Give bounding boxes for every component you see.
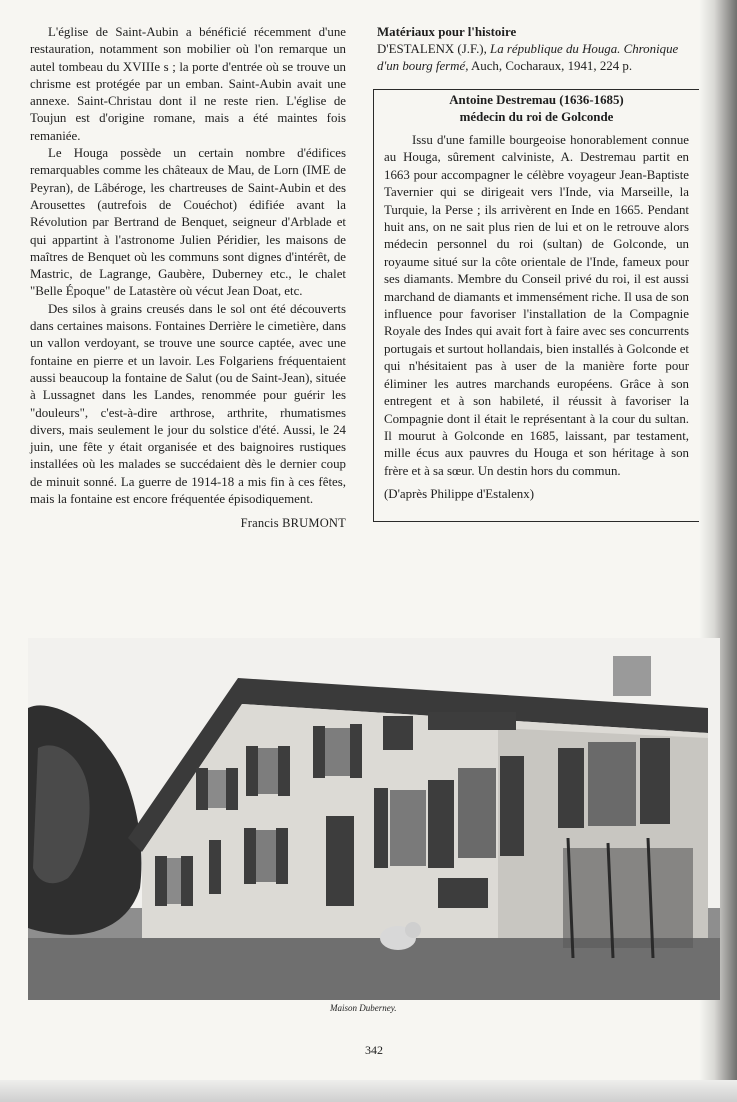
- reference-citation: [377, 41, 703, 75]
- box-title-role: médecin du roi de Golconde: [459, 110, 614, 124]
- box-body: [384, 132, 689, 504]
- page-number: 342: [365, 1043, 383, 1057]
- author-signature: Francis BRUMONT: [240, 516, 346, 531]
- house-photo: [28, 638, 720, 1000]
- box-title-name: Antoine Destremau (1636-1685): [449, 93, 624, 107]
- photo-caption: Maison Duberney.: [330, 1003, 397, 1013]
- reference-section: [377, 24, 703, 75]
- scan-bottom-strip: [0, 1080, 737, 1102]
- reference-heading: Matériaux pour l'histoire: [377, 25, 517, 39]
- paragraph-churches: L'église de Saint-Aubin a bénéficié récemment d'une restauration, notamment son mobilier où l'on remarque un autel tombeau du XVIIIe s ; la porte d'entrée où se trouve un chrisme est protégée par un emban. Saint-Aubin avait une annexe. Saint-Christau dont il ne reste rien. L'église de Toujun est d'origine romane, mais a été maintes fois remaniée.: [30, 25, 346, 143]
- left-column: [30, 24, 346, 533]
- reference-publication: , Auch, Cocharaux, 1941, 224 p.: [465, 59, 633, 73]
- paragraph-fountains: Des silos à grains creusés dans le sol ont été découverts dans certaines maisons. Fontaines Derrière le cimetière, dans un vallon verdoyant, se trouve une source captée, avec une fontaine en pierre et un lavoir. Les Folgariens fréquentaient aussi beaucoup la fontaine de Salut (ou de Saint-Jean), située à Lussagnet dans les Landes, renommée pour guérir les "douleurs", c'est-à-dire arthrose, arthrite, rhumatismes divers, mais seulement le jour du solstice d'été. Aussi, le 24 juin, une fête y était organisée et des baignoires rustiques installées où les malades se succédaient dès le dernier coup de minuit sonné. La guerre de 1914-18 a mis fin à ces fêtes, mais la fontaine est encore fréquentée épisodiquement.: [30, 301, 346, 507]
- reference-title: La république du Houga. Chronique d'un bourg fermé: [377, 42, 679, 73]
- reference-author: D'ESTALENX (J.F.),: [377, 42, 491, 56]
- box-title: [384, 92, 689, 126]
- biography-box: [373, 89, 699, 522]
- house-photo-illustration: [28, 638, 720, 1000]
- box-paragraph: Issu d'une famille bourgeoise honorablement connue au Houga, sûrement calviniste, A. Destremau partit en 1663 pour accompagner le célèbre voyageur Jean-Baptiste Tavernier qui se dirigeait vers l'Inde, via Marseille, la Turquie, la Perse ; ils arrivèrent en Inde en 1665. Pendant huit ans, on ne sait plus rien de lui et on le retrouve alors médecin personnel du roi (sultan) de Golconde, un royaume situé sur la côte orientale de l'Inde, fameux pour ses diamants. Membre du Conseil privé du roi, il est aussi marchand de diamants et immensément riche. Il usa de son influence pour favoriser l'installation de la Compagnie Royale des Indes qui avait fort à faire avec ses concurrents portugais et surtout hollandais, bien installés à Golconde et qui n'hésitaient pas à user de la manière forte pour éliminer les autres marchands européens. Grâce à son entregent et à son habileté, il réussit à favoriser la Compagnie dont il était le représentant à la cour du sultan. Il mourut à Golconde en 1685, laissant, par testament, mille écus aux pauvres du Houga et son héritage à son frère et à sa sœur. Un destin hors du commun.: [384, 133, 689, 478]
- paragraph-buildings: Le Houga possède un certain nombre d'édifices remarquables comme les châteaux de Mau, de Lorn (IME de Peyran), de Lâbéroge, les chartreuses de Saint-Aubin et des Arousettes (autrefois de Couéchot) édifiée avant la Révolution par Bertrand de Benquet, seigneur d'Arblade et qui appartint à l'astronome Julien Péridier, les maisons de maîtres de Benquet où les communs sont dignes d'intérêt, de Mastric, de Lagrange, Gaubère, Duberney etc., le chalet "Belle Époque" de Latastère où vécut Jean Doat, etc.: [30, 146, 346, 299]
- box-credit: (D'après Philippe d'Estalenx): [384, 487, 534, 502]
